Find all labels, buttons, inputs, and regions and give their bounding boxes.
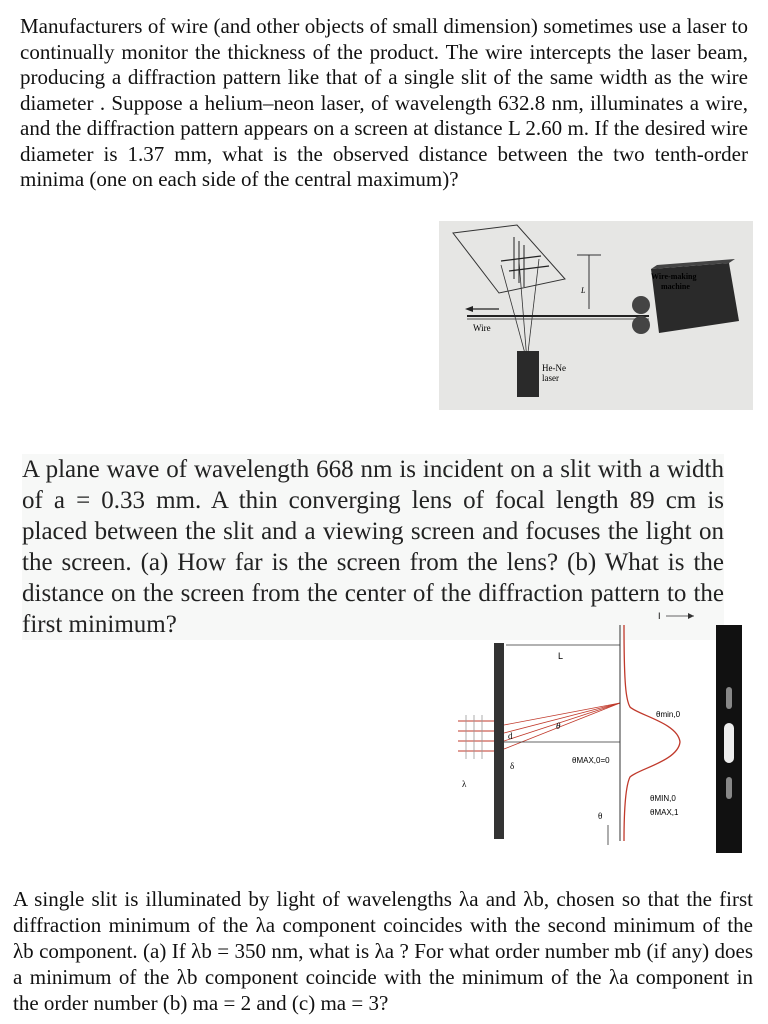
d-label: d: [508, 731, 513, 741]
theta-axis-label: θ: [598, 811, 603, 821]
problem-3-text: A single slit is illuminated by light of wavelengths λa and λb, chosen so that the first diffraction minimum of the λa component coincides with the second minimum of the λb component. (a) If λb = 350 nm, what is λa ? For what order number mb (if any) does a minimum of the λb component coincide with the minimum of the λa component in the order number (b) ma = 2 and (c) ma = 3?: [13, 887, 753, 1015]
wire-laser-figure: [439, 221, 753, 410]
distance-l-label: L: [581, 286, 586, 295]
laser-label-2: laser: [542, 373, 559, 383]
intensity-label: I: [658, 611, 661, 621]
problem-2-text: A plane wave of wavelength 668 nm is incident on a slit with a width of a = 0.33 mm. A thin converging lens of focal length 89 cm is placed between the slit and a viewing screen and focuses the light on the screen. (a) How far is the screen from the lens? (b) What is the distance on the screen from the center of the diffraction pattern to the first minimum?: [22, 456, 724, 638]
wire-label: Wire: [473, 323, 491, 333]
theta-label: θ: [556, 721, 561, 731]
machine-label-1: Wire-making: [651, 272, 697, 281]
lambda-label: λ: [462, 779, 467, 789]
theta-max0-label: θMAX,0=0: [572, 756, 610, 765]
theta-min0-label: θmin,0: [656, 710, 681, 719]
distance-l-label-2: L: [558, 651, 564, 661]
single-slit-figure: [448, 605, 744, 855]
theta-max1-label: θMAX,1: [650, 808, 679, 817]
laser-label-1: He-Ne: [542, 363, 566, 373]
theta-min0-lower-label: θMIN,0: [650, 794, 676, 803]
machine-label-2: machine: [661, 282, 690, 291]
delta-label: δ: [510, 761, 515, 771]
problem-1-text: Manufacturers of wire (and other objects of small dimension) sometimes use a laser to continually monitor the thickness of the product. The wire intercepts the laser beam, producing a diffraction pattern like that of a single slit of the same width as the wire diameter . Suppose a helium–neon laser, of wavelength 632.8 nm, illuminates a wire, and the diffraction pattern appears on a screen at distance L 2.60 m. If the desired wire diameter is 1.37 mm, what is the observed distance between the two tenth-order minima (one on each side of the central maximum)?: [20, 14, 748, 191]
